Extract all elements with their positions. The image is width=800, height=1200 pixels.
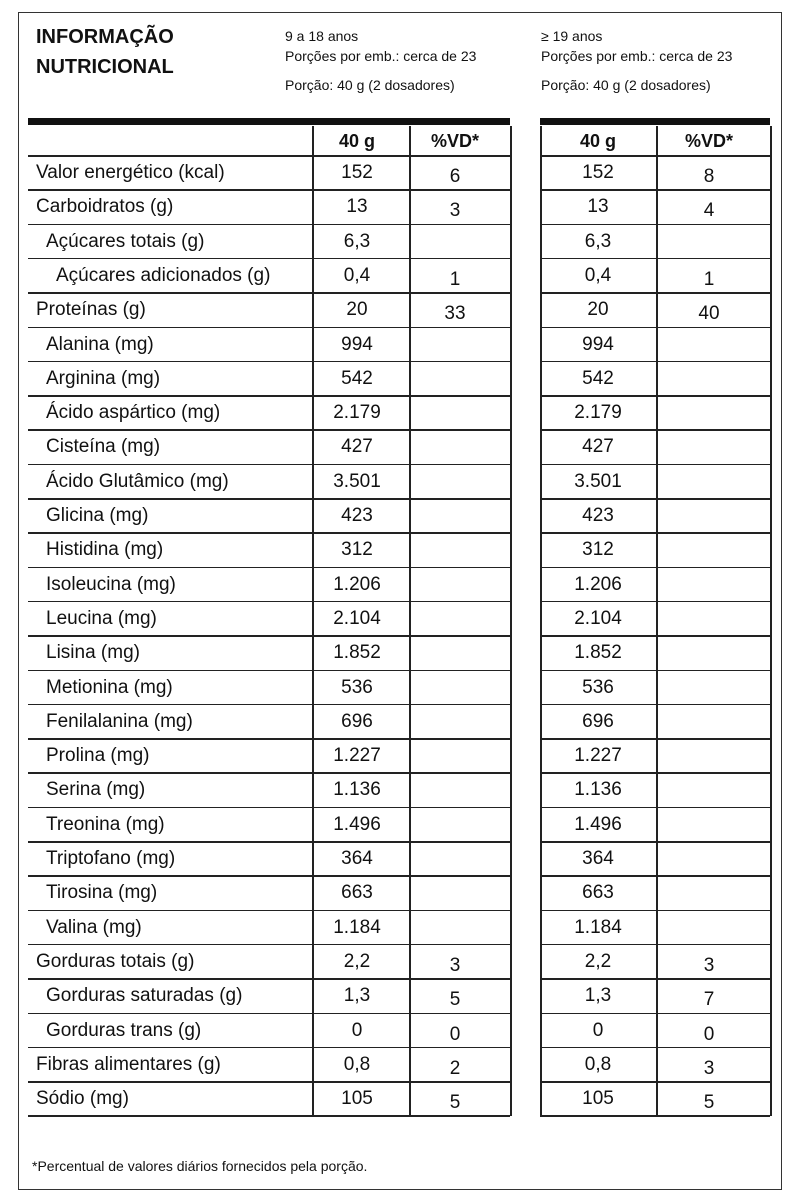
amount-cell: 0,8 (343, 1053, 371, 1075)
column-divider (510, 126, 512, 1116)
amount-cell: 0,8 (584, 1053, 612, 1075)
nutrient-label: Sódio (mg) (36, 1088, 129, 1110)
amount-cell: 13 (346, 196, 368, 218)
dv-cell (410, 743, 500, 776)
row-divider (28, 532, 510, 534)
row-divider (540, 567, 770, 569)
row-divider (28, 327, 510, 329)
amount-cell: 1.206 (574, 573, 622, 595)
nutrient-label: Serina (mg) (46, 779, 146, 801)
row-divider (28, 498, 510, 500)
dv-cell: 5 (703, 1092, 715, 1114)
table-row (28, 842, 770, 875)
amount-cell: 0 (351, 1019, 363, 1041)
dv-cell (664, 366, 754, 399)
dv-cell (664, 434, 754, 467)
amount-cell: 1.852 (333, 642, 381, 664)
table-row (28, 808, 770, 841)
dv-cell (664, 229, 754, 262)
title-line-2: NUTRICIONAL (36, 56, 174, 78)
row-divider (540, 464, 770, 466)
group-age: ≥ 19 anos (541, 28, 603, 44)
row-divider (540, 1081, 770, 1083)
row-divider (540, 1013, 770, 1015)
row-divider (28, 910, 510, 912)
nutrient-label: Arginina (mg) (46, 367, 161, 389)
row-divider (540, 155, 770, 157)
nutrient-label: Histidina (mg) (46, 539, 164, 561)
amount-cell: 1.184 (574, 916, 622, 938)
dv-cell (664, 675, 754, 708)
nutrient-label: Alanina (mg) (46, 333, 154, 355)
table-row (28, 156, 770, 189)
label-title (36, 22, 174, 82)
nutrient-label: Prolina (mg) (46, 745, 150, 767)
row-divider (28, 841, 510, 843)
table-row (28, 465, 770, 498)
dv-cell: 33 (444, 303, 466, 325)
nutrient-label: Carboidratos (g) (36, 196, 174, 218)
dv-cell (410, 537, 500, 570)
dv-cell (410, 606, 500, 639)
amount-cell: 1.206 (333, 573, 381, 595)
column-divider (656, 126, 658, 1116)
dv-cell (410, 640, 500, 673)
group-serving: Porção: 40 g (2 dosadores) (541, 77, 711, 93)
dv-cell: 40 (698, 303, 720, 325)
row-divider (28, 772, 510, 774)
row-divider (28, 1115, 510, 1117)
row-divider (540, 498, 770, 500)
amount-cell: 20 (346, 299, 368, 321)
row-divider (28, 1081, 510, 1083)
dv-cell: 7 (703, 989, 715, 1011)
dv-cell (410, 846, 500, 879)
table-row (28, 225, 770, 258)
table-row (28, 1082, 770, 1115)
nutrient-label: Isoleucina (mg) (46, 573, 176, 595)
row-divider (540, 841, 770, 843)
dv-cell (664, 503, 754, 536)
dv-cell (664, 537, 754, 570)
nutrient-label: Triptofano (mg) (46, 848, 176, 869)
amount-cell: 2,2 (343, 950, 371, 972)
dv-cell (410, 503, 500, 536)
row-divider (540, 224, 770, 226)
dv-cell: 3 (449, 200, 461, 222)
col-head-dv-adult: %VD* (684, 131, 733, 151)
col-head-amount-teen: 40 g (338, 131, 376, 151)
row-divider (540, 807, 770, 809)
amount-cell: 364 (341, 848, 373, 869)
row-divider (540, 670, 770, 672)
header-rule-right (540, 118, 770, 125)
nutrient-label: Cisteína (mg) (46, 436, 161, 458)
row-divider (540, 361, 770, 363)
dv-cell (664, 812, 754, 845)
nutrient-label: Ácido Glutâmico (mg) (46, 470, 229, 492)
table-row (28, 190, 770, 223)
dv-cell: 0 (703, 1023, 715, 1045)
row-divider (540, 292, 770, 294)
dv-cell: 0 (449, 1023, 461, 1045)
table-row (28, 362, 770, 395)
row-divider (540, 635, 770, 637)
row-divider (540, 601, 770, 603)
nutrient-label: Valor energético (kcal) (36, 162, 225, 183)
row-divider (28, 567, 510, 569)
dv-cell: 8 (703, 166, 715, 187)
amount-cell: 542 (582, 367, 614, 389)
row-divider (28, 292, 510, 294)
table-row (28, 671, 770, 704)
dv-cell: 1 (703, 268, 715, 290)
amount-cell: 2.179 (333, 402, 381, 424)
row-divider (28, 361, 510, 363)
group-header-adult (541, 26, 732, 95)
amount-cell: 312 (341, 539, 373, 561)
nutrient-label: Glicina (mg) (46, 505, 149, 526)
amount-cell: 1.136 (574, 779, 622, 801)
amount-cell: 663 (582, 882, 614, 904)
row-divider (540, 395, 770, 397)
row-divider (540, 738, 770, 740)
row-divider (28, 155, 510, 157)
nutrient-label: Leucina (mg) (46, 607, 157, 629)
row-divider (540, 704, 770, 706)
nutrient-label: Ácido aspártico (mg) (46, 402, 221, 424)
row-divider (540, 429, 770, 431)
dv-cell (664, 640, 754, 673)
table-row (28, 1048, 770, 1081)
nutrient-label: Treonina (mg) (46, 813, 165, 835)
row-divider (540, 532, 770, 534)
row-divider (28, 601, 510, 603)
amount-cell: 423 (341, 505, 373, 526)
dv-cell (410, 332, 500, 365)
dv-cell (410, 229, 500, 262)
row-divider (28, 944, 510, 946)
row-divider (28, 704, 510, 706)
dv-cell (410, 709, 500, 742)
row-divider (28, 978, 510, 980)
group-serving: Porção: 40 g (2 dosadores) (285, 77, 455, 93)
dv-cell (664, 332, 754, 365)
dv-cell (664, 572, 754, 605)
dv-cell: 5 (449, 1092, 461, 1114)
nutrient-label: Lisina (mg) (46, 642, 140, 664)
amount-cell: 427 (582, 436, 614, 458)
amount-cell: 0,4 (343, 264, 371, 286)
amount-cell: 1,3 (584, 985, 612, 1007)
table-row (28, 911, 770, 944)
row-divider (540, 1115, 770, 1117)
row-divider (28, 429, 510, 431)
nutrient-label: Fenilalanina (mg) (46, 710, 193, 732)
column-divider (540, 126, 542, 1116)
amount-cell: 423 (582, 505, 614, 526)
col-head-amount-adult: 40 g (579, 131, 617, 151)
row-divider (28, 258, 510, 260)
dv-cell (664, 846, 754, 879)
nutrient-label: Tirosina (mg) (46, 882, 158, 904)
amount-cell: 13 (587, 196, 609, 218)
amount-cell: 364 (582, 848, 614, 869)
amount-cell: 536 (341, 676, 373, 698)
dv-cell (664, 915, 754, 948)
amount-cell: 20 (587, 299, 609, 321)
nutrient-label: Fibras alimentares (g) (36, 1053, 221, 1075)
dv-cell: 1 (449, 268, 461, 290)
nutrient-label: Gorduras saturadas (g) (46, 985, 243, 1007)
table-row (28, 945, 770, 978)
dv-cell (410, 880, 500, 913)
footnote: *Percentual de valores diários fornecidos pela porção. (32, 1158, 368, 1174)
dv-cell (664, 880, 754, 913)
amount-cell: 2.179 (574, 402, 622, 424)
dv-cell: 6 (449, 166, 461, 187)
table-row (28, 568, 770, 601)
amount-cell: 105 (582, 1088, 614, 1110)
table-row (28, 430, 770, 463)
amount-cell: 536 (582, 676, 614, 698)
col-head-dv-teen: %VD* (430, 131, 479, 151)
table-row (28, 259, 770, 292)
amount-cell: 1.184 (333, 916, 381, 938)
dv-cell (410, 915, 500, 948)
table-row (28, 328, 770, 361)
amount-cell: 0 (592, 1019, 604, 1041)
table-row (28, 876, 770, 909)
dv-cell: 2 (449, 1057, 461, 1079)
dv-cell: 3 (703, 1057, 715, 1079)
amount-cell: 105 (341, 1088, 373, 1110)
amount-cell: 152 (341, 162, 373, 183)
table-row (28, 293, 770, 326)
dv-cell (410, 572, 500, 605)
table-row (28, 533, 770, 566)
dv-cell: 3 (703, 954, 715, 976)
dv-cell (410, 777, 500, 810)
column-divider (312, 126, 314, 1116)
amount-cell: 427 (341, 436, 373, 458)
table-row (28, 396, 770, 429)
row-divider (28, 464, 510, 466)
row-divider (28, 670, 510, 672)
table-row (28, 636, 770, 669)
dv-cell (664, 400, 754, 433)
dv-cell: 4 (703, 200, 715, 222)
amount-cell: 3.501 (574, 470, 622, 492)
amount-cell: 1.496 (574, 813, 622, 835)
row-divider (28, 1013, 510, 1015)
dv-cell (664, 709, 754, 742)
row-divider (540, 189, 770, 191)
title-line-1: INFORMAÇÃO (36, 26, 174, 48)
table-row (28, 705, 770, 738)
row-divider (28, 395, 510, 397)
row-divider (28, 189, 510, 191)
group-header-teen (285, 26, 476, 95)
row-divider (28, 875, 510, 877)
row-divider (540, 944, 770, 946)
row-divider (28, 807, 510, 809)
amount-cell: 663 (341, 882, 373, 904)
group-portions: Porções por emb.: cerca de 23 (541, 48, 733, 64)
nutrient-label: Metionina (mg) (46, 676, 173, 698)
dv-cell (664, 606, 754, 639)
dv-cell (664, 743, 754, 776)
dv-cell (410, 400, 500, 433)
amount-cell: 2.104 (333, 607, 381, 629)
row-divider (540, 327, 770, 329)
dv-cell (410, 812, 500, 845)
dv-cell: 3 (449, 954, 461, 976)
amount-cell: 6,3 (343, 230, 371, 252)
nutrient-label: Gorduras trans (g) (46, 1019, 202, 1041)
amount-cell: 994 (341, 333, 373, 355)
column-divider (409, 126, 411, 1116)
row-divider (28, 224, 510, 226)
amount-cell: 6,3 (584, 230, 612, 252)
row-divider (540, 258, 770, 260)
header-rule-left (28, 118, 510, 125)
row-divider (28, 635, 510, 637)
table-row (28, 1014, 770, 1047)
row-divider (540, 772, 770, 774)
table-row (28, 499, 770, 532)
amount-cell: 312 (582, 539, 614, 561)
row-divider (28, 738, 510, 740)
table-row (28, 773, 770, 806)
amount-cell: 696 (341, 710, 373, 732)
amount-cell: 1.227 (333, 745, 381, 767)
amount-cell: 1.227 (574, 745, 622, 767)
row-divider (540, 978, 770, 980)
amount-cell: 1,3 (343, 985, 371, 1007)
row-divider (28, 1047, 510, 1049)
amount-cell: 152 (582, 162, 614, 183)
dv-cell (410, 675, 500, 708)
dv-cell (410, 366, 500, 399)
nutrient-label: Valina (mg) (46, 916, 142, 938)
group-age: 9 a 18 anos (285, 28, 359, 44)
nutrient-label: Açúcares adicionados (g) (56, 264, 271, 286)
nutrient-label: Gorduras totais (g) (36, 950, 195, 972)
amount-cell: 2.104 (574, 607, 622, 629)
column-divider (770, 126, 772, 1116)
amount-cell: 994 (582, 333, 614, 355)
table-row (28, 739, 770, 772)
dv-cell (664, 469, 754, 502)
amount-cell: 1.496 (333, 813, 381, 835)
amount-cell: 542 (341, 367, 373, 389)
table-row (28, 979, 770, 1012)
amount-cell: 3.501 (333, 470, 381, 492)
row-divider (540, 910, 770, 912)
row-divider (540, 875, 770, 877)
dv-cell (664, 777, 754, 810)
dv-cell: 5 (449, 989, 461, 1011)
amount-cell: 1.136 (333, 779, 381, 801)
amount-cell: 696 (582, 710, 614, 732)
amount-cell: 1.852 (574, 642, 622, 664)
nutrient-label: Açúcares totais (g) (46, 230, 205, 252)
group-portions: Porções por emb.: cerca de 23 (285, 48, 477, 64)
row-divider (540, 1047, 770, 1049)
dv-cell (410, 469, 500, 502)
table-row (28, 602, 770, 635)
amount-cell: 2,2 (584, 950, 612, 972)
nutrient-label: Proteínas (g) (36, 299, 146, 321)
dv-cell (410, 434, 500, 467)
amount-cell: 0,4 (584, 264, 612, 286)
